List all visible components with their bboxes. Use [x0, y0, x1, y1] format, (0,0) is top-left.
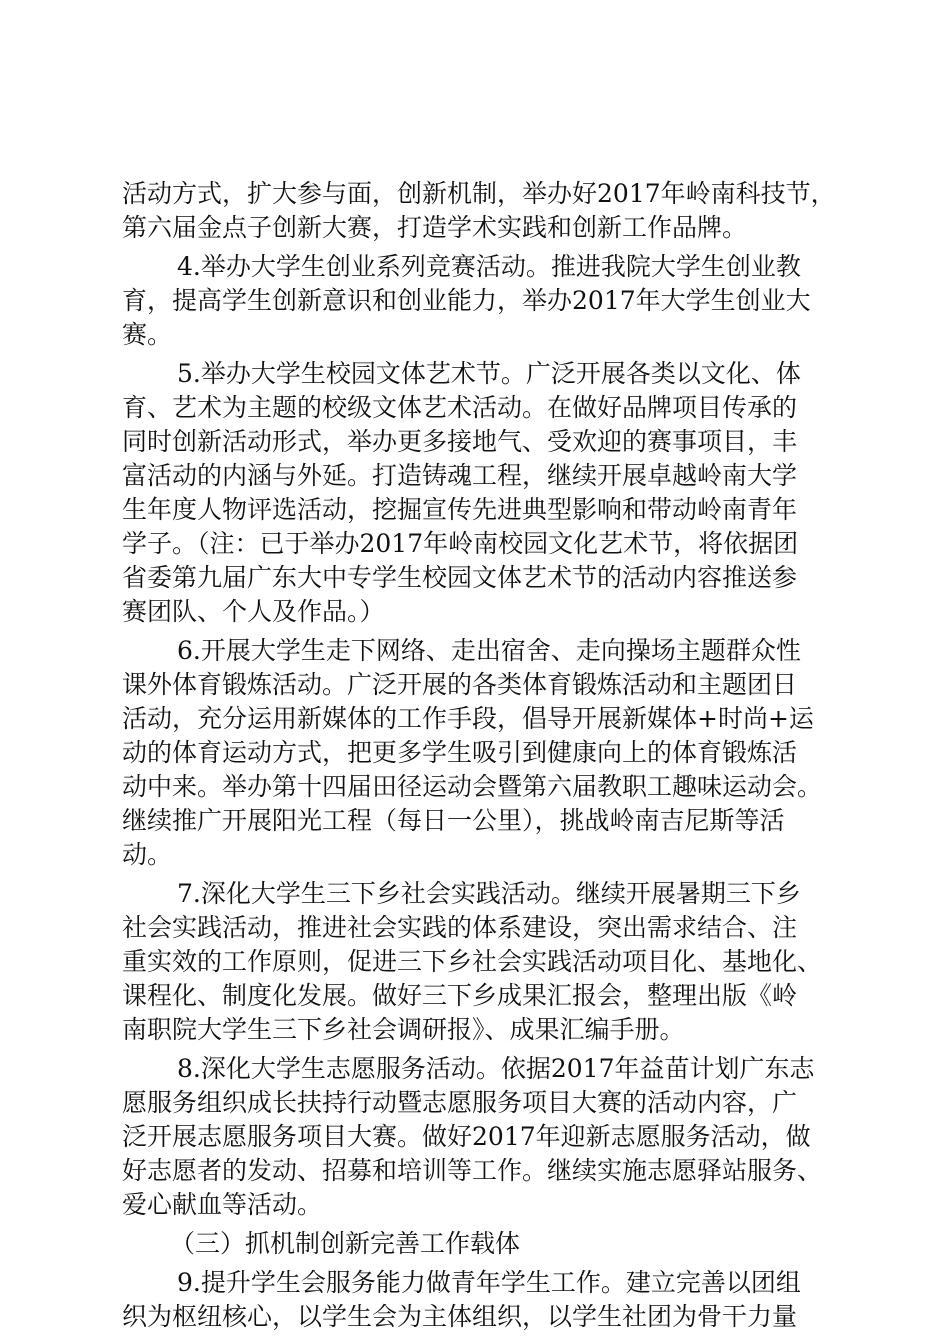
text-line: 动中来。举办第十四届田径运动会暨第六届教职工趣味运动会。	[122, 772, 823, 801]
text-line: 愿服务组织成长扶持行动暨志愿服务项目大赛的活动内容，广	[122, 1088, 798, 1117]
text-line: 省委第九届广东大中专学生校园文体艺术节的活动内容推送参	[122, 563, 798, 592]
text-line: 学子。（注：已于举办2017年岭南校园文化艺术节，将依据团	[122, 529, 799, 558]
section-heading: （三）抓机制创新完善工作载体	[170, 1229, 521, 1258]
text-line: 生年度人物评选活动，挖掘宣传先进典型影响和带动岭南青年	[122, 495, 798, 524]
text-line: 南职院大学生三下乡社会调研报》、成果汇编手册。	[122, 1015, 685, 1044]
text-line: 育、艺术为主题的校级文体艺术活动。在做好品牌项目传承的	[122, 393, 798, 422]
text-line: 课程化、制度化发展。做好三下乡成果汇报会，整理出版《岭	[122, 981, 798, 1010]
text-line: 赛团队、个人及作品。）	[122, 597, 385, 626]
paragraph-start-item-5: 5.举办大学生校园文体艺术节。广泛开展各类以文化、体	[177, 359, 801, 388]
text-line: 活动方式，扩大参与面，创新机制，举办好2017年岭南科技节，	[122, 179, 836, 208]
text-line: 社会实践活动，推进社会实践的体系建设，突出需求结合、注	[122, 913, 798, 942]
text-line: 同时创新活动形式，举办更多接地气、受欢迎的赛事项目，丰	[122, 427, 798, 456]
text-line: 课外体育锻炼活动。广泛开展的各类体育锻炼活动和主题团日	[122, 670, 798, 699]
text-line: 富活动的内涵与外延。打造铸魂工程，继续开展卓越岭南大学	[122, 461, 798, 490]
text-line: 赛。	[122, 320, 173, 349]
paragraph-start-item-9: 9.提升学生会服务能力做青年学生工作。建立完善以团组	[177, 1268, 801, 1297]
text-line: 动的体育运动方式，把更多学生吸引到健康向上的体育锻炼活	[122, 738, 798, 767]
text-line: 泛开展志愿服务项目大赛。做好2017年迎新志愿服务活动，做	[122, 1122, 811, 1151]
paragraph-start-item-6: 6.开展大学生走下网络、走出宿舍、走向操场主题群众性	[177, 636, 801, 665]
text-line: 继续推广开展阳光工程（每日一公里），挑战岭南吉尼斯等活	[122, 806, 785, 835]
text-line: 爱心献血等活动。	[122, 1190, 323, 1219]
paragraph-start-item-4: 4.举办大学生创业系列竞赛活动。推进我院大学生创业教	[177, 252, 801, 281]
text-line: 织为枢纽核心，以学生会为主体组织，以学生社团为骨干力量	[122, 1302, 798, 1331]
text-line: 动。	[122, 840, 173, 869]
text-line: 重实效的工作原则，促进三下乡社会实践活动项目化、基地化、	[122, 947, 823, 976]
text-line: 第六届金点子创新大赛，打造学术实践和创新工作品牌。	[122, 213, 748, 242]
paragraph-start-item-8: 8.深化大学生志愿服务活动。依据2017年益苗计划广东志	[177, 1054, 815, 1083]
paragraph-start-item-7: 7.深化大学生三下乡社会实践活动。继续开展暑期三下乡	[177, 879, 801, 908]
text-line: 活动，充分运用新媒体的工作手段，倡导开展新媒体+时尚+运	[122, 704, 814, 733]
text-line: 育，提高学生创新意识和创业能力，举办2017年大学生创业大	[122, 286, 811, 315]
text-line: 好志愿者的发动、招募和培训等工作。继续实施志愿驿站服务、	[122, 1156, 823, 1185]
